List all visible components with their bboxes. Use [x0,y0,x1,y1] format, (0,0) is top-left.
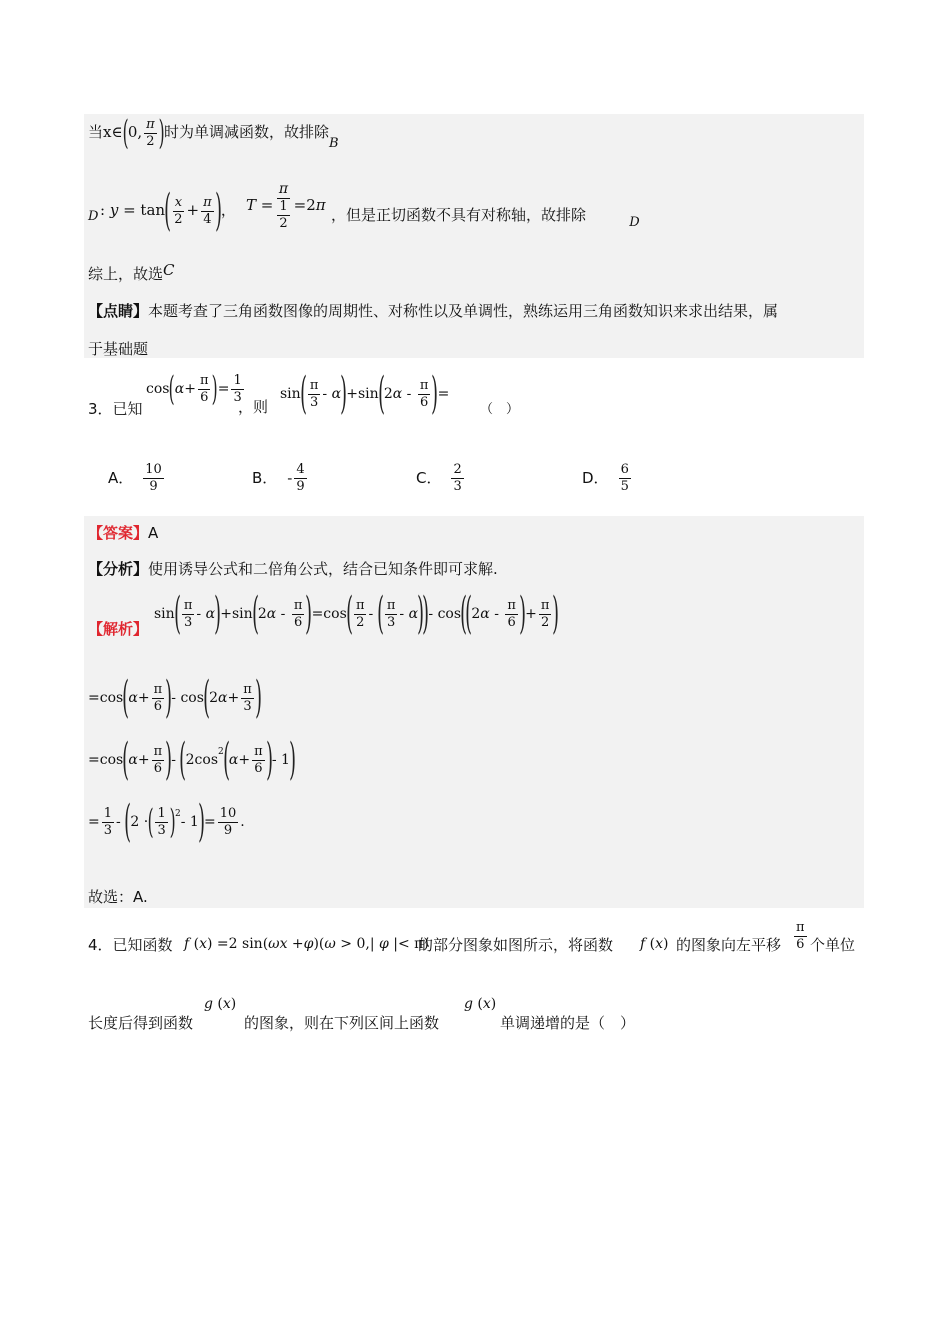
text: 本题考查了三角函数图像的周期性、对称性以及单调性，熟练运用三角函数知识来求出结果，属 [148,302,779,320]
denominator: 9 [296,479,305,494]
text-line [88,263,175,284]
answer-value: A [148,524,159,542]
text: 综上，故选 [88,265,164,283]
text-line [88,180,688,236]
answer-line [88,522,158,543]
final-answer [88,886,148,907]
analysis-label: 【分析】 [88,560,149,578]
option-value [294,462,306,495]
option-sign: - [287,469,293,487]
answer-label: 【答案】 [88,524,149,542]
text-line [88,338,148,359]
numerator: 4 [296,462,305,477]
question-4-stem-line2 [88,996,788,1036]
text: 单调递增的是（ ） [500,1014,636,1032]
solution-panel-q2 [84,114,864,358]
text: 时为单调减函数，故排除 [163,123,329,141]
formula: : y = tan( $\frac{x}{2}$ + $\frac{\pi}{4}$ )， [100,185,236,236]
formula: x∈(0, $\frac{\pi}{2}$ ) [103,113,165,153]
option-b[interactable] [252,462,309,495]
question-3-stem [88,368,788,418]
option-letter: A． [108,469,134,487]
denominator: 9 [149,479,158,494]
question-number: 3．已知 [88,400,143,418]
text-line [88,300,778,321]
denominator: 3 [453,479,462,494]
solution-line [88,588,808,642]
text-line [88,113,339,153]
question-number: 4．已知函数 [88,936,173,954]
formula: f (x) =2 sin(ωx +φ)(ω > 0,| φ |< π) [184,936,429,952]
formula: cos(α+ $\frac{\pi}{6}$ )= $\frac{1}{3}$ [146,369,242,409]
option-a[interactable] [108,462,166,495]
option-d[interactable] [582,462,633,495]
text: 于基础题 [88,340,149,358]
option-value [143,462,164,495]
analysis-text: 使用诱导公式和二倍角公式，结合已知条件即可求解. [148,560,498,578]
option-ref: D [629,215,640,230]
option-c[interactable] [416,462,466,495]
option-letter: D． [582,469,609,487]
formula: g (x) [204,996,237,1012]
formula: f (x) [640,936,669,952]
formula: $\frac{\pi}{6}$ [796,920,805,952]
formula: =cos(α+ $\frac{\pi}{6}$ )- ($2\cos^2(\alpha+$ $\frac{\pi}{6}$ )- 1) [88,734,296,785]
text: 的图象，则在下列区间上函数 [244,1014,440,1032]
text: ，但是正切函数不具有对称轴，故排除 [331,206,587,224]
denominator: 5 [620,479,629,494]
question-4-stem [88,920,868,970]
formula: = $\frac{1}{3}$ - (2 ·( $\frac{1}{3}$ )$^2$- 1)= $\frac{10}{9}$ . [88,796,245,847]
formula: =cos(α+ $\frac{\pi}{6}$ )- cos(2α+ $\frac{\pi}{3}$ ) [88,672,262,723]
formula: T = $\frac{\pi}{\frac{1}{2}}$ =2π [246,181,326,231]
formula: g (x) [464,996,497,1012]
text: 个单位 [810,936,856,954]
formula: sin( $\frac{\pi}{3}$ - α)+sin(2α - $\frac{\pi}{6}$ )= [280,368,450,419]
text: 故选：A. [88,888,148,906]
option-letter: C． [416,469,442,487]
option-letter: B． [252,469,278,487]
option-value [451,462,463,495]
label-dianjing: 【点睛】 [88,302,149,320]
option-ref: C [163,261,175,279]
text: ，则 [238,398,269,416]
solution-label: 【解析】 [88,620,149,638]
option-ref: B [329,136,339,151]
numerator: 6 [620,462,629,477]
text: 当 [88,123,104,141]
analysis-line [88,558,498,579]
text: 的部分图象如图所示，将函数 [418,936,614,954]
answer-blank: （ ） [480,402,520,417]
formula: sin( $\frac{\pi}{3}$ - α)+sin(2α - $\frac{\pi}{6}$ )=cos( $\frac{\pi}{2}$ - ( $\frac{\pi}{3}$ - α))- cos((2α - $\frac{\pi}{6}$ )+ $\frac{\pi}{2}$ ) [154,588,560,639]
numerator: 2 [453,462,462,477]
option-ref: D [88,209,99,224]
text: 长度后得到函数 [88,1014,194,1032]
numerator: 10 [145,462,162,477]
option-value [619,462,631,495]
text: 的图象向左平移 [676,936,782,954]
